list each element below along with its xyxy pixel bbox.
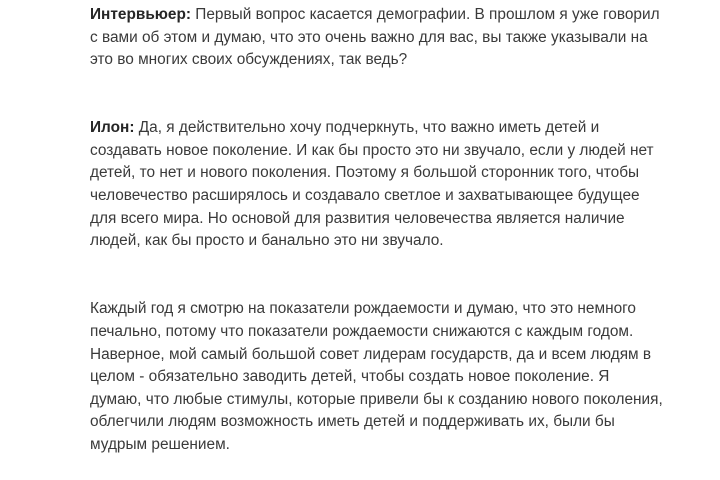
speaker-label-elon: Илон: [90,119,135,137]
interview-transcript [90,4,665,457]
paragraph-elon-answer [90,117,665,253]
paragraph-text: Первый вопрос касается демографии. В прошлом я уже говорил с вами об этом и думаю, что это очень важно для вас, вы также указывали на это во многих своих обсуждениях, так ведь? [90,6,660,69]
paragraph-interviewer-question [90,4,665,72]
paragraph-text: Каждый год я смотрю на показатели рождаемости и думаю, что это немного печально, потому что показатели рождаемости снижаются с каждым годом. Наверное, мой самый большой совет лидерам государств, да и всем людям в целом - обязательно заводить детей, чтобы создать новое поколение. Я думаю, что любые стимулы, которые привели бы к созданию нового поколения, облегчили людям возможность иметь детей и поддерживать их, были бы мудрым решением. [90,300,663,453]
paragraph-elon-answer-continued [90,298,665,456]
speaker-label-interviewer: Интервьюер: [90,6,192,23]
paragraph-text: Да, я действительно хочу подчеркнуть, что важно иметь детей и создавать новое поколение. И как бы просто это ни звучало, если у людей нет детей, то нет и нового поколения. Поэтому я большой сторонник того, чтобы человечество расширялось и создавало светлое и захватывающее будущее для всего мира. Но основой для развития человечества является наличие людей, как бы просто и банально это ни звучало. [90,119,654,250]
